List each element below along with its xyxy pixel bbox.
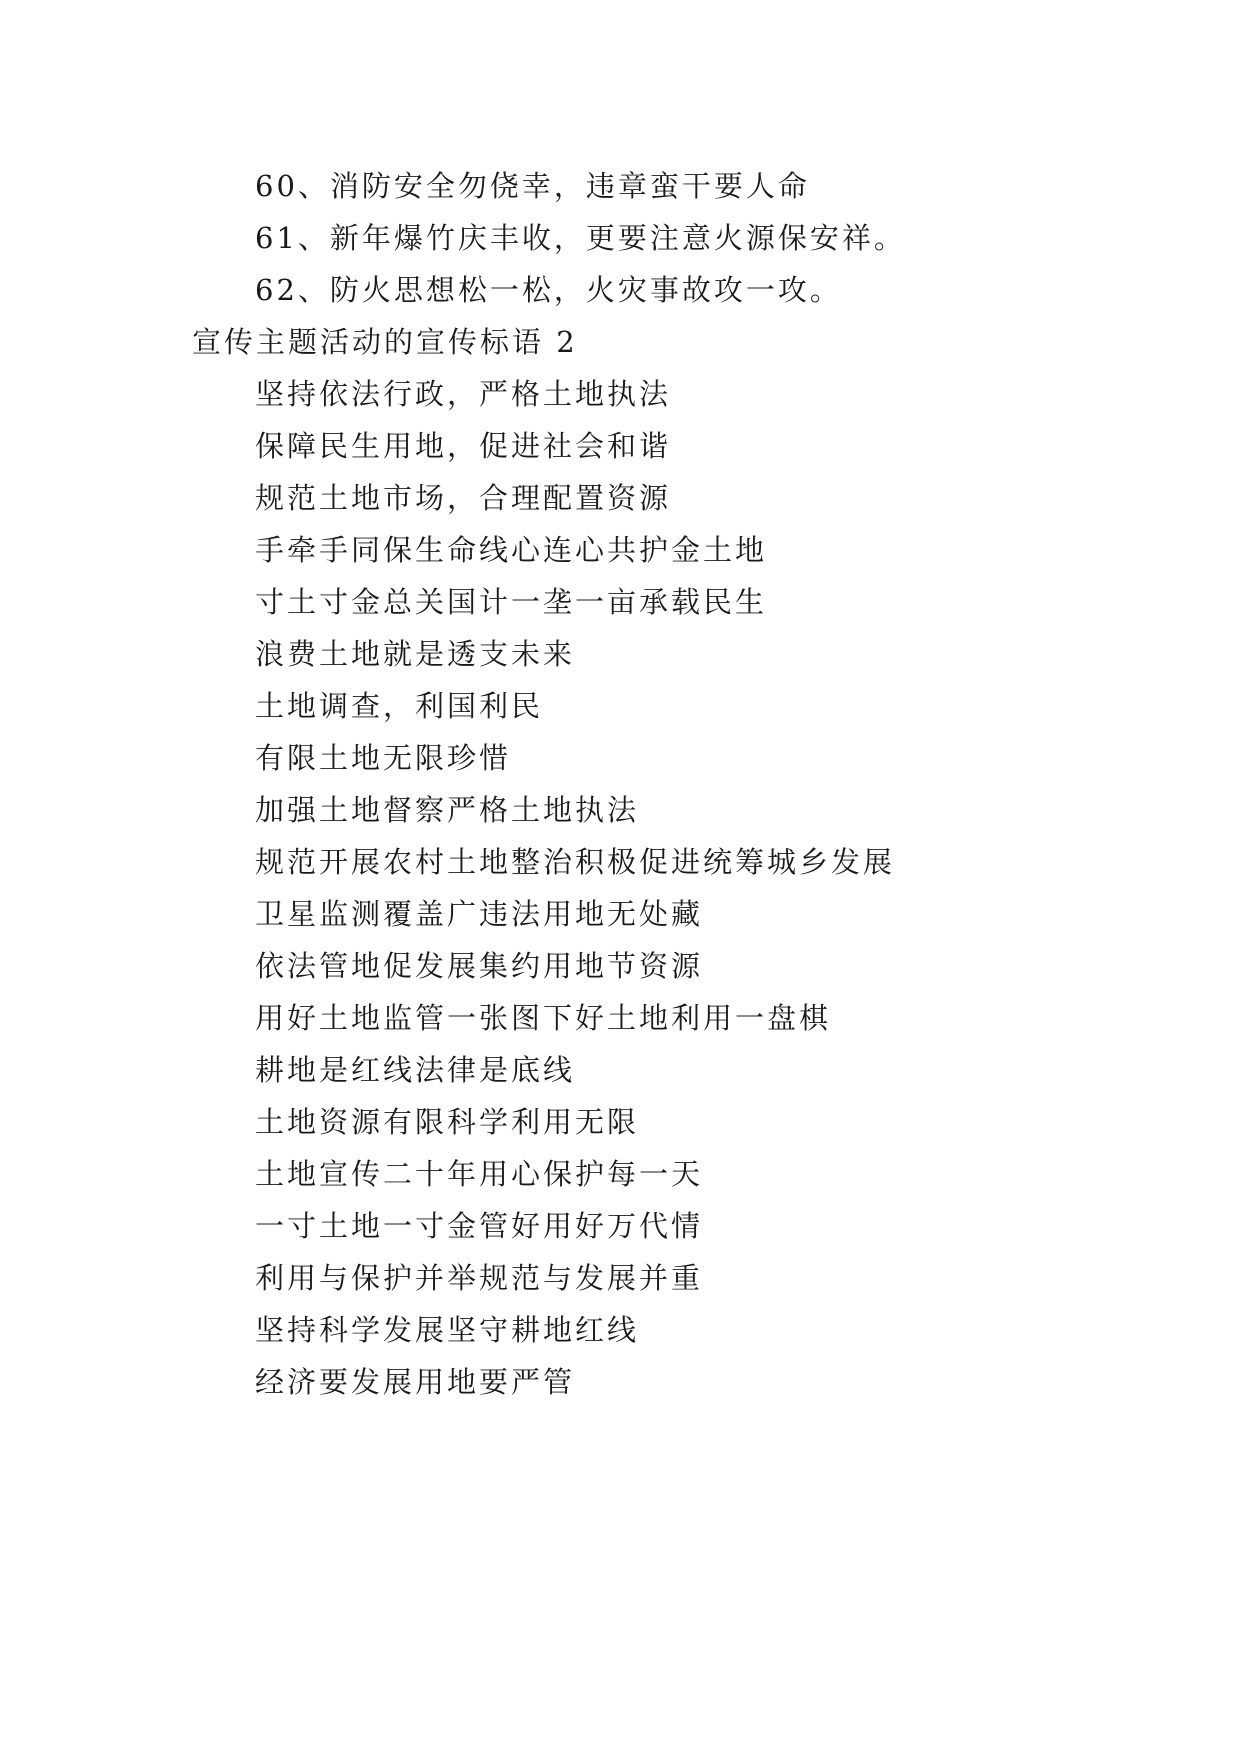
slogan-item: 卫星监测覆盖广违法用地无处藏 bbox=[255, 897, 704, 931]
slogan-item: 利用与保护并举规范与发展并重 bbox=[255, 1261, 704, 1295]
slogan-item: 用好土地监管一张图下好土地利用一盘棋 bbox=[255, 1001, 832, 1035]
slogan-item: 规范土地市场，合理配置资源 bbox=[255, 481, 672, 515]
slogan-item: 经济要发展用地要严管 bbox=[255, 1365, 576, 1399]
slogan-item: 一寸土地一寸金管好用好万代情 bbox=[255, 1209, 704, 1243]
slogan-item: 有限土地无限珍惜 bbox=[255, 741, 512, 775]
slogan-item: 土地资源有限科学利用无限 bbox=[255, 1105, 640, 1139]
slogan-item: 土地宣传二十年用心保护每一天 bbox=[255, 1157, 704, 1191]
slogan-item: 加强土地督察严格土地执法 bbox=[255, 793, 640, 827]
slogan-item: 手牵手同保生命线心连心共护金土地 bbox=[255, 533, 768, 567]
slogan-item: 浪费土地就是透支未来 bbox=[255, 637, 576, 671]
slogan-item: 寸土寸金总关国计一垄一亩承载民生 bbox=[255, 585, 768, 619]
slogan-line-62: 62、防火思想松一松，火灾事故攻一攻。 bbox=[255, 273, 842, 307]
slogan-item: 土地调查，利国利民 bbox=[255, 689, 544, 723]
slogan-item: 坚持依法行政，严格土地执法 bbox=[255, 377, 672, 411]
section-heading: 宣传主题活动的宣传标语 2 bbox=[192, 325, 578, 359]
slogan-item: 坚持科学发展坚守耕地红线 bbox=[255, 1313, 640, 1347]
slogan-item: 耕地是红线法律是底线 bbox=[255, 1053, 576, 1087]
slogan-item: 保障民生用地，促进社会和谐 bbox=[255, 429, 672, 463]
slogan-item: 规范开展农村土地整治积极促进统筹城乡发展 bbox=[255, 845, 896, 879]
slogan-line-61: 61、新年爆竹庆丰收，更要注意火源保安祥。 bbox=[255, 221, 906, 255]
slogan-item: 依法管地促发展集约用地节资源 bbox=[255, 949, 704, 983]
slogan-line-60: 60、消防安全勿侥幸，违章蛮干要人命 bbox=[255, 169, 810, 203]
